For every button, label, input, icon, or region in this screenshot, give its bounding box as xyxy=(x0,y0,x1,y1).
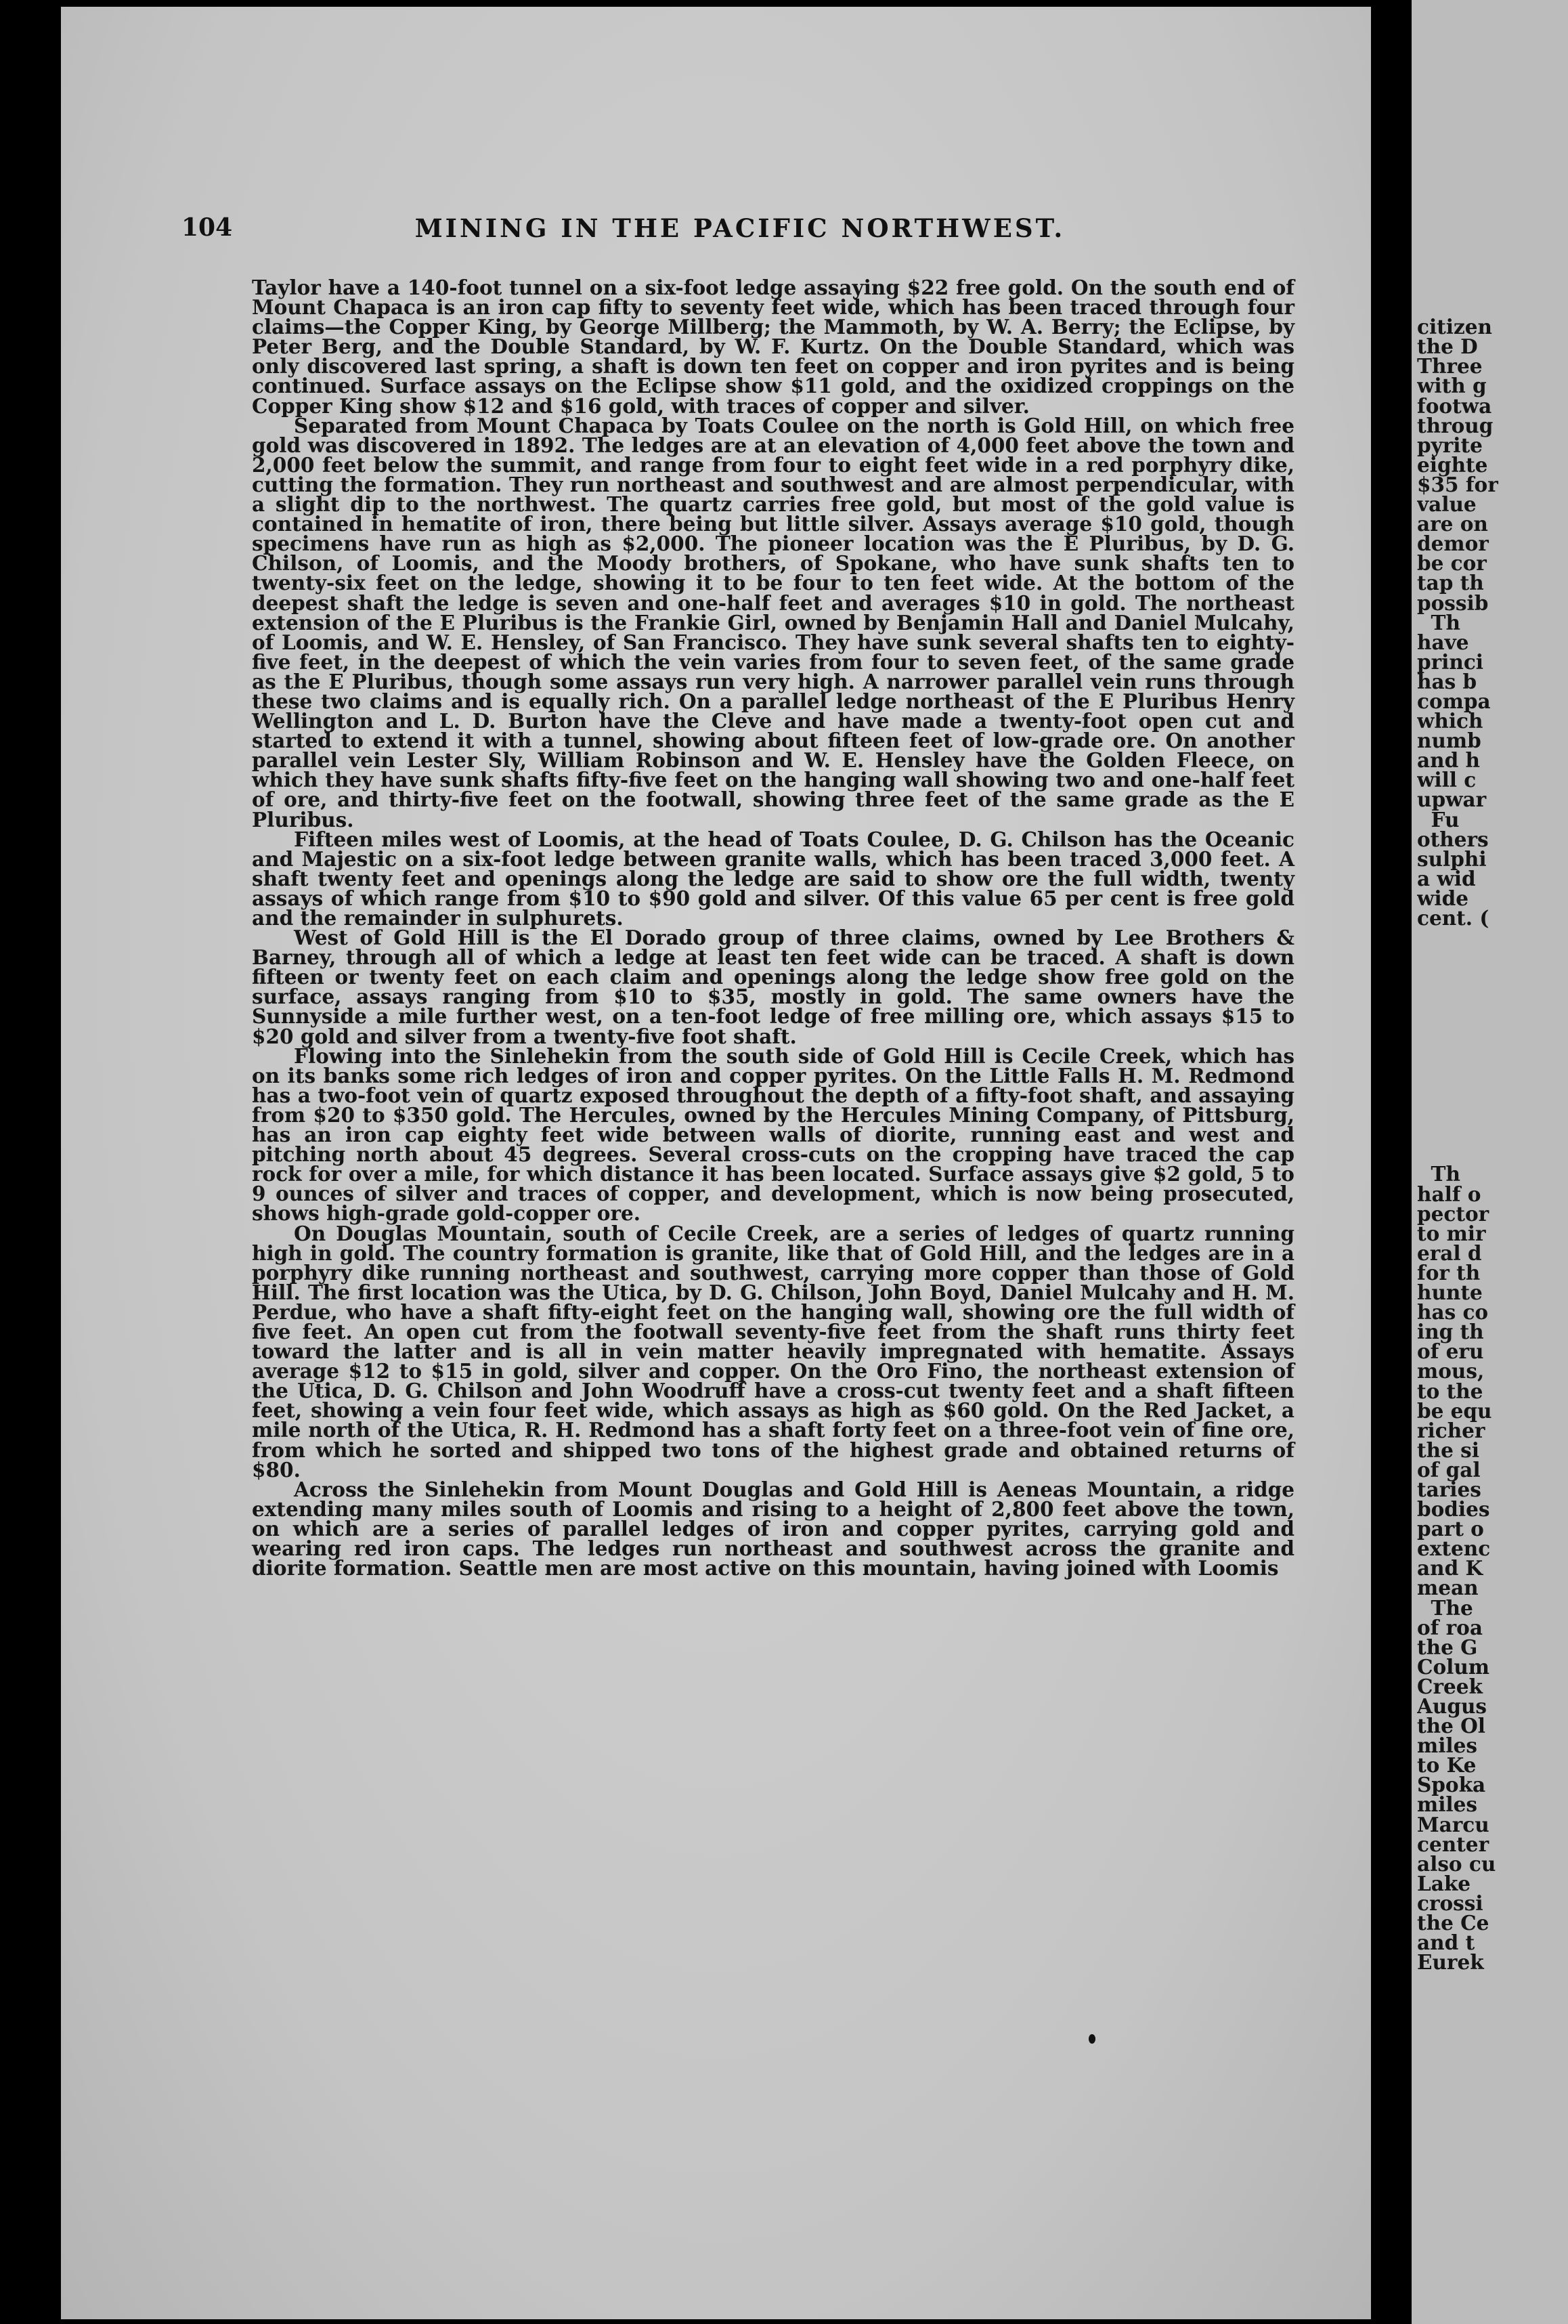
right-page-line: and h xyxy=(1417,748,1480,773)
right-page-line: and t xyxy=(1417,1931,1475,1955)
right-page-line: has b xyxy=(1417,669,1477,693)
right-page-line: of gal xyxy=(1417,1457,1481,1482)
right-page-fragments-bottom xyxy=(1417,1162,1568,1975)
right-page-line: cent. ( xyxy=(1417,906,1489,930)
paragraph: Across the Sinlehekin from Mount Douglas and Gold Hill is Aeneas Mountain, a ridge extending many miles south of Loomis and rising to a height of 2,800 feet above the town, on which are a series of parallel ledges of iron and copper pyrites, carrying gold and wearing red iron caps. The ledges run northeast and southwest across the granite and diorite formation. Seattle men are most active on this mountain, having joined with Loomis xyxy=(252,1477,1294,1580)
right-page-line: Spoka xyxy=(1417,1773,1486,1797)
right-page-edge xyxy=(1412,0,1568,2324)
ink-blot xyxy=(1089,2034,1095,2044)
right-page-line: a wid xyxy=(1417,866,1476,890)
right-page-line: to mir xyxy=(1417,1221,1486,1245)
right-page-line: tap th xyxy=(1417,571,1484,595)
right-page-line: $35 for xyxy=(1417,472,1498,496)
right-page-line: of eru xyxy=(1417,1339,1484,1364)
paragraph: Flowing into the Sinlehekin from the south side of Gold Hill is Cecile Creek, which has on its banks some rich ledges of iron and copper pyrites. On the Little Falls H. M. Redmond has a two-foot vein of quartz exposed throughout the depth of a fifty-foot shaft, and assaying from $20 to $350 gold. The Hercules, owned by the Hercules Mining Company, of Pittsburg, has an iron cap eighty feet wide between walls of diorite, running east and west and pitching north about 45 degrees. Several cross-cuts on the cropping have traced the cap rock for over a mile, for which distance it has been located. Surface assays give $2 gold, 5 to 9 ounces of silver and traces of copper, and development, which is now being prosecuted, shows high-grade gold-copper ore. xyxy=(252,1043,1294,1226)
right-page-line: have xyxy=(1417,630,1469,654)
right-page-line: with g xyxy=(1417,374,1487,398)
right-page-line: pyrite xyxy=(1417,433,1483,457)
right-page-line: Eurek xyxy=(1417,1950,1484,1975)
right-page-line: eighte xyxy=(1417,452,1488,477)
right-page-line: the Ol xyxy=(1417,1714,1486,1738)
right-page-line: Th xyxy=(1417,610,1460,634)
right-page-line: the Ce xyxy=(1417,1911,1489,1935)
right-page-line: Fu xyxy=(1417,807,1460,832)
paragraph: Separated from Mount Chapaca by Toats Coulee on the north is Gold Hill, on which free gold was discovered in 1892. The ledges are at an elevation of 4,000 feet above the town and 2,000 feet below the summit, and range from four to eight feet wide in a red porphyry dike, cutting the formation. They run northeast and southwest and are almost perpendicular, with a slight dip to the northwest. The quartz carries free gold, but most of the gold value is contained in hematite of iron, there being but little silver. Assays average $10 gold, though specimens have run as high as $2,000. The pioneer location was the E Pluribus, by D. G. Chilson, of Loomis, and the Moody brothers, of Spokane, who have sunk shafts ten to twenty-six feet on the ledge, showing it to be four to ten feet wide. At the bottom of the deepest shaft the ledge is seven and one-half feet and averages $10 in gold. The northeast extension of the E Pluribus is the Frankie Girl, owned by Benjamin Hall and Daniel Mulcahy, of Loomis, and W. E. Hensley, of San Francisco. They have sunk several shafts ten to eighty-five feet, in the deepest of which the vein varies from four to seven feet, of the same grade as the E Pluribus, though some assays run very high. A narrower parallel vein runs through these two claims and is equally rich. On a parallel ledge northeast of the E Pluribus Henry Wellington and L. D. Burton have the Cleve and have made a twenty-foot open cut and started to extend it with a tunnel, showing about fifteen feet of low-grade ore. On another parallel vein Lester Sly, William Robinson and W. E. Hensley have the Golden Fleece, on which they have sunk shafts fifty-five feet on the hanging wall showing two and one-half feet of ore, and thirty-five feet on the footwall, showing three feet of the same grade as the E Pluribus. xyxy=(252,413,1294,832)
right-page-line: richer xyxy=(1417,1418,1485,1442)
right-page-line: numb xyxy=(1417,729,1481,753)
running-head: MINING IN THE PACIFIC NORTHWEST. xyxy=(414,213,1066,243)
right-page-line: be equ xyxy=(1417,1398,1492,1423)
right-page-line: has co xyxy=(1417,1300,1489,1325)
right-page-line: to Ke xyxy=(1417,1753,1477,1778)
right-page-line: value xyxy=(1417,492,1477,517)
right-page-line: Creek xyxy=(1417,1674,1483,1698)
right-page-line: to the xyxy=(1417,1379,1483,1403)
right-page-line: miles xyxy=(1417,1792,1478,1817)
right-page-line: center xyxy=(1417,1832,1489,1856)
right-page-line: sulphi xyxy=(1417,846,1487,871)
right-page-line: demor xyxy=(1417,532,1489,556)
right-page-text xyxy=(1417,278,1568,2012)
right-page-line: which xyxy=(1417,709,1483,733)
right-page-line: Colum xyxy=(1417,1654,1490,1679)
right-page-line: citizen xyxy=(1417,315,1492,339)
right-page-line: half o xyxy=(1417,1182,1481,1206)
right-page-line: miles xyxy=(1417,1734,1478,1758)
right-page-line: footwa xyxy=(1417,393,1492,418)
right-page-line: mous, xyxy=(1417,1359,1485,1383)
body-text xyxy=(252,278,1294,1578)
right-page-line: compa xyxy=(1417,689,1491,713)
right-page-line: hunte xyxy=(1417,1281,1483,1305)
right-page-line: princi xyxy=(1417,649,1483,674)
right-page-line: Marcu xyxy=(1417,1812,1489,1836)
page-number: 104 xyxy=(181,213,233,242)
right-page-line: be cor xyxy=(1417,551,1487,576)
paragraph: On Douglas Mountain, south of Cecile Creek, are a series of ledges of quartz running high in gold. The country formation is granite, like that of Gold Hill, and the ledges are in a porphyry dike running northeast and southwest, carrying more copper than those of Gold Hill. The first location was the Utica, by D. G. Chilson, John Boyd, Daniel Mulcahy and H. M. Perdue, who have a shaft fifty-eight feet on the hanging wall, showing ore the full width of five feet. An open cut from the footwall seventy-five feet from the shaft runs thirty feet toward the latter and is all in vein matter heavily impregnated with hematite. Assays average $12 to $15 in gold, silver and copper. On the Oro Fino, the northeast extension of the Utica, D. G. Chilson and John Woodruff have a cross-cut twenty feet and a shaft fifteen feet, showing a vein four feet wide, which assays as high as $60 gold. On the Red Jacket, a mile north of the Utica, R. H. Redmond has a shaft forty feet on a three-foot vein of fine ore, from which he sorted and shipped two tons of the highest grade and obtained returns of $80. xyxy=(252,1221,1294,1482)
right-page-line: the si xyxy=(1417,1438,1479,1462)
right-page-line: the D xyxy=(1417,335,1478,359)
right-page-line: The xyxy=(1417,1595,1473,1620)
right-page-line: wide xyxy=(1417,886,1468,910)
right-page-line: extenc xyxy=(1417,1536,1491,1561)
right-page-line: ing th xyxy=(1417,1320,1484,1344)
right-page-line: are on xyxy=(1417,512,1488,536)
right-page-line: bodies xyxy=(1417,1497,1490,1522)
right-page-line: mean xyxy=(1417,1576,1479,1600)
right-page-fragments-top xyxy=(1417,317,1568,928)
right-page-line: and K xyxy=(1417,1556,1483,1580)
right-page-line: of roa xyxy=(1417,1615,1483,1639)
right-page-line: eral d xyxy=(1417,1241,1482,1265)
paragraph: Taylor have a 140-foot tunnel on a six-foot ledge assaying $22 free gold. On the south end of Mount Chapaca is an iron cap fifty to seventy feet wide, which has been traced through four claims—the Copper King, by George Millberg; the Mammoth, by W. A. Berry; the Eclipse, by Peter Berg, and the Double Standard, by W. F. Kurtz. On the Double Standard, which was only discovered last spring, a shaft is down ten feet on copper and iron pyrites and is being continued. Surface assays on the Eclipse show $11 gold, and the oxidized croppings on the Copper King show $12 and $16 gold, with traces of copper and silver. xyxy=(252,276,1294,418)
right-page-line: possib xyxy=(1417,590,1489,615)
right-page-line: upwar xyxy=(1417,788,1487,812)
right-page-line: crossi xyxy=(1417,1891,1483,1915)
right-page-line: part o xyxy=(1417,1517,1484,1541)
right-page-line: others xyxy=(1417,827,1489,851)
page-header xyxy=(181,213,1299,254)
right-page-line: Lake xyxy=(1417,1871,1471,1895)
right-page-line: Augus xyxy=(1417,1694,1487,1718)
right-page-line: Three xyxy=(1417,354,1483,379)
right-page-line: taries xyxy=(1417,1477,1481,1501)
paragraph: West of Gold Hill is the El Dorado group of three claims, owned by Lee Brothers & Barney, through all of which a ledge at least ten feet wide can be traced. A shaft is down fifteen or twenty feet on each claim and openings along the ledge show free gold on the surface, assays ranging from $10 to $35, mostly in gold. The same owners have the Sunnyside a mile further west, on a ten-foot ledge of free milling ore, which assays $15 to $20 gold and silver from a twenty-five foot shaft. xyxy=(252,926,1294,1048)
right-page-line: will c xyxy=(1417,768,1477,792)
right-page-line: pector xyxy=(1417,1201,1489,1226)
right-page-line: for th xyxy=(1417,1260,1481,1285)
right-page-line: throug xyxy=(1417,413,1494,437)
right-page-line: also cu xyxy=(1417,1851,1496,1876)
right-page-line: the G xyxy=(1417,1635,1478,1659)
paragraph: Fifteen miles west of Loomis, at the head of Toats Coulee, D. G. Chilson has the Oceanic and Majestic on a six-foot ledge between granite walls, which has been traced 3,000 feet. A shaft twenty feet and openings along the ledge are said to show ore the full width, twenty assays of which range from $10 to $90 gold and silver. Of this value 65 per cent is free gold and the remainder in sulphurets. xyxy=(252,827,1294,930)
right-page-line: Th xyxy=(1417,1162,1460,1186)
